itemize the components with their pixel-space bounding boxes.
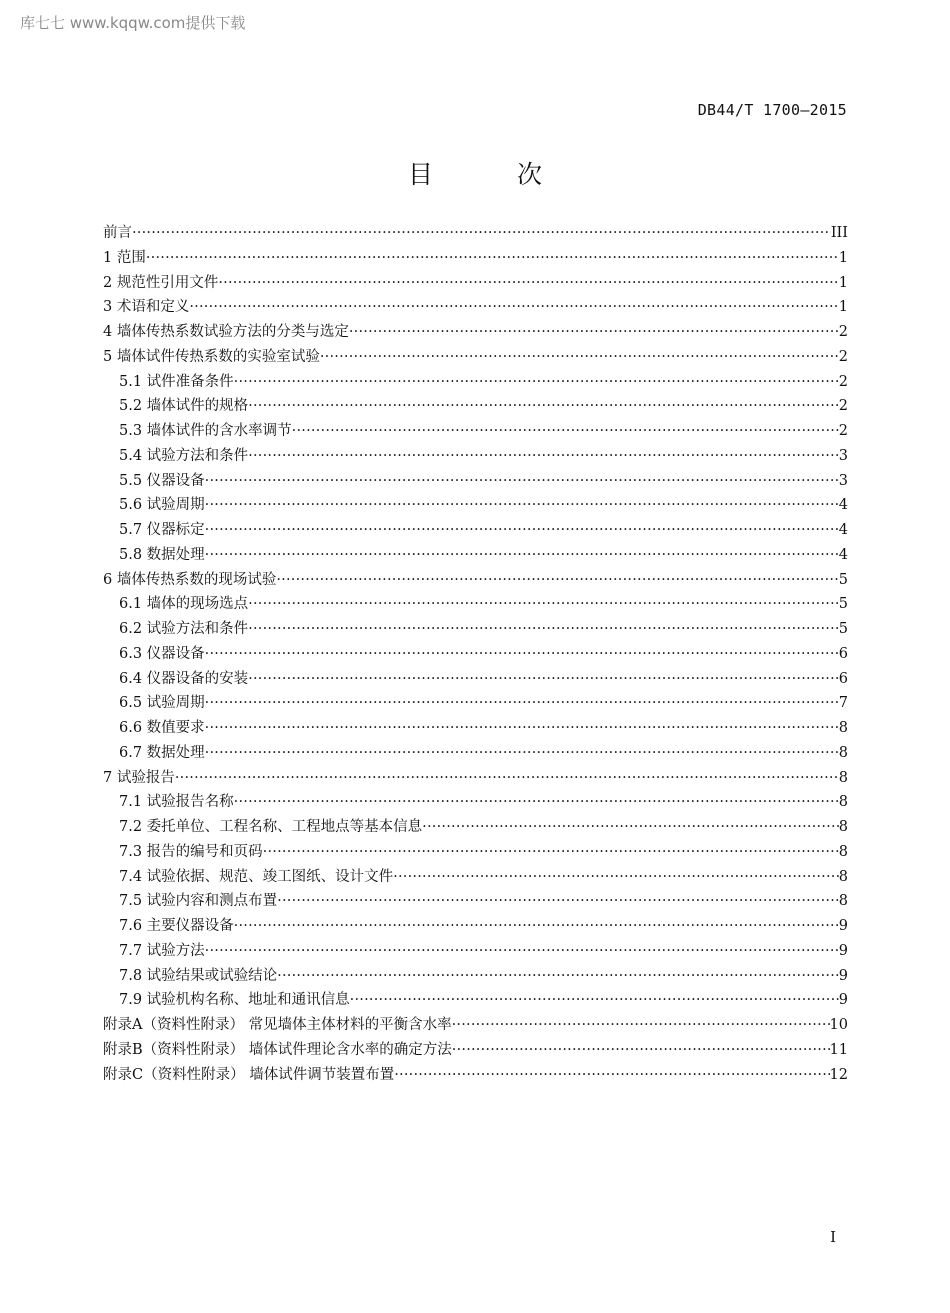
toc-leader-dots: [452, 1042, 830, 1058]
toc-leader-dots: [205, 695, 839, 711]
toc-entry-label: 3 术语和定义: [103, 299, 190, 316]
toc-entry-page: III: [830, 225, 848, 241]
table-of-contents: [103, 221, 848, 1087]
toc-entry-page: 8: [838, 794, 848, 811]
toc-entry-label: 6.1 墙体的现场选点: [119, 596, 249, 613]
toc-entry-label: 7.7 试验方法: [119, 942, 205, 959]
toc-entry-page: 9: [838, 992, 848, 1009]
toc-entry-page: 8: [838, 769, 848, 786]
toc-leader-dots: [320, 349, 839, 365]
toc-leader-dots: [248, 621, 839, 637]
toc-entry[interactable]: [103, 295, 848, 320]
toc-entry-page: 8: [838, 843, 848, 860]
toc-entry[interactable]: [103, 815, 848, 840]
toc-leader-dots: [350, 992, 839, 1008]
toc-entry[interactable]: [103, 592, 848, 617]
toc-entry-label: 5.1 试件准备条件: [119, 373, 234, 390]
toc-entry-page: 9: [838, 967, 848, 984]
toc-leader-dots: [234, 794, 839, 810]
toc-leader-dots: [394, 1067, 829, 1083]
toc-entry[interactable]: [103, 469, 848, 494]
toc-leader-dots: [248, 398, 839, 414]
toc-entry-page: 1: [838, 249, 848, 266]
toc-entry-page: 12: [829, 1066, 848, 1083]
toc-entry-label: 7.4 试验依据、规范、竣工图纸、设计文件: [119, 868, 394, 885]
toc-leader-dots: [205, 745, 839, 761]
page-number: I: [830, 1228, 836, 1246]
toc-leader-dots: [205, 720, 839, 736]
toc-entry-page: 3: [838, 447, 848, 464]
toc-entry-page: 7: [838, 695, 848, 712]
toc-entry-label: 7 试验报告: [103, 769, 175, 786]
toc-leader-dots: [132, 225, 831, 241]
toc-entry[interactable]: [103, 1063, 848, 1088]
toc-entry-label: 7.6 主要仪器设备: [119, 918, 234, 934]
toc-leader-dots: [205, 522, 839, 538]
toc-entry-page: 5: [838, 596, 848, 613]
toc-entry[interactable]: [103, 766, 848, 791]
toc-entry-label: 附录A（资料性附录） 常见墙体主体材料的平衡含水率: [103, 1017, 452, 1033]
toc-entry-label: 1 范围: [103, 249, 146, 266]
toc-entry[interactable]: [103, 691, 848, 716]
toc-entry-label: 5.7 仪器标定: [119, 522, 205, 538]
toc-leader-dots: [189, 299, 838, 315]
toc-entry[interactable]: [103, 246, 848, 271]
toc-entry-page: 8: [838, 744, 848, 761]
toc-entry-label: 附录C（资料性附录） 墙体试件调节装置布置: [103, 1066, 395, 1083]
toc-entry[interactable]: [103, 889, 848, 914]
toc-entry-page: 6: [838, 645, 848, 662]
toc-entry-page: 2: [838, 348, 848, 365]
toc-leader-dots: [248, 671, 839, 687]
toc-entry-label: 7.8 试验结果或试验结论: [119, 967, 278, 984]
toc-entry-label: 7.2 委托单位、工程名称、工程地点等基本信息: [119, 819, 423, 835]
toc-leader-dots: [263, 844, 839, 860]
toc-entry-label: 5.3 墙体试件的含水率调节: [119, 423, 292, 439]
toc-entry-label: 6.3 仪器设备: [119, 645, 205, 662]
toc-leader-dots: [205, 646, 839, 662]
watermark-text: 库七七 www.kqqw.com提供下载: [20, 14, 246, 32]
toc-entry-page: 4: [838, 497, 848, 514]
toc-entry-page: 11: [829, 1041, 848, 1058]
toc-entry-label: 7.3 报告的编号和页码: [119, 843, 263, 860]
toc-leader-dots: [276, 572, 838, 588]
toc-entry-label: 4 墙体传热系数试验方法的分类与选定: [103, 324, 349, 340]
toc-leader-dots: [218, 275, 838, 291]
toc-entry[interactable]: [103, 840, 848, 865]
toc-leader-dots: [234, 918, 839, 934]
toc-entry[interactable]: [103, 444, 848, 469]
toc-entry-label: 6.2 试验方法和条件: [119, 621, 249, 637]
toc-entry[interactable]: [103, 914, 848, 939]
toc-leader-dots: [248, 448, 839, 464]
toc-entry[interactable]: [103, 939, 848, 964]
toc-entry[interactable]: [103, 518, 848, 543]
page-title: 目 次: [408, 160, 580, 189]
toc-leader-dots: [277, 968, 839, 984]
toc-entry-label: 7.5 试验内容和测点布置: [119, 893, 278, 910]
toc-leader-dots: [452, 1017, 830, 1033]
toc-entry-label: 5 墙体试件传热系数的实验室试验: [103, 348, 320, 365]
toc-entry-page: 9: [838, 918, 848, 934]
toc-entry-page: 2: [838, 398, 848, 415]
toc-entry-label: 5.8 数据处理: [119, 546, 205, 563]
toc-entry[interactable]: [103, 345, 848, 370]
toc-leader-dots: [205, 943, 839, 959]
toc-entry-page: 4: [838, 546, 848, 563]
toc-entry-page: 9: [838, 942, 848, 959]
toc-entry[interactable]: [103, 1038, 848, 1063]
toc-entry[interactable]: [103, 320, 848, 345]
toc-leader-dots: [205, 497, 839, 513]
toc-entry-page: 1: [838, 299, 848, 316]
toc-entry[interactable]: [103, 221, 848, 246]
toc-entry[interactable]: [103, 865, 848, 890]
toc-leader-dots: [175, 770, 839, 786]
toc-entry-label: 5.6 试验周期: [119, 497, 205, 514]
toc-entry[interactable]: [103, 964, 848, 989]
toc-entry-label: 5.2 墙体试件的规格: [119, 398, 249, 415]
toc-entry-page: 4: [838, 522, 848, 538]
toc-entry[interactable]: [103, 617, 848, 642]
toc-entry[interactable]: [103, 667, 848, 692]
toc-entry-label: 6.5 试验周期: [119, 695, 205, 712]
toc-leader-dots: [205, 473, 839, 489]
toc-entry[interactable]: [103, 790, 848, 815]
toc-entry[interactable]: [103, 394, 848, 419]
toc-entry-page: 8: [838, 868, 848, 885]
toc-entry-page: 8: [838, 819, 848, 835]
toc-entry-label: 5.5 仪器设备: [119, 472, 205, 489]
toc-entry-page: 3: [838, 472, 848, 489]
toc-entry-label: 5.4 试验方法和条件: [119, 447, 249, 464]
toc-entry-page: 1: [838, 274, 848, 291]
toc-entry[interactable]: [103, 493, 848, 518]
toc-entry-page: 2: [838, 373, 848, 390]
toc-entry-page: 5: [838, 621, 848, 637]
toc-entry-label: 附录B（资料性附录） 墙体试件理论含水率的确定方法: [103, 1041, 452, 1058]
toc-entry-label: 6 墙体传热系数的现场试验: [103, 571, 277, 588]
toc-leader-dots: [422, 819, 839, 835]
toc-entry-label: 6.7 数据处理: [119, 744, 205, 761]
toc-leader-dots: [234, 374, 839, 390]
toc-entry[interactable]: [103, 419, 848, 444]
toc-entry-label: 7.1 试验报告名称: [119, 794, 234, 811]
toc-entry-page: 2: [838, 423, 848, 439]
toc-entry[interactable]: [103, 716, 848, 741]
toc-entry-page: 10: [829, 1017, 848, 1033]
toc-entry[interactable]: [103, 988, 848, 1013]
toc-entry-label: 前言: [103, 225, 132, 241]
toc-entry-page: 8: [838, 720, 848, 736]
toc-entry-page: 2: [838, 324, 848, 340]
toc-entry-page: 5: [838, 571, 848, 588]
toc-entry-page: 6: [838, 670, 848, 687]
toc-entry-label: 6.6 数值要求: [119, 720, 205, 736]
toc-leader-dots: [248, 596, 839, 612]
toc-leader-dots: [292, 423, 839, 439]
document-code: DB44/T 1700—2015: [697, 101, 847, 119]
toc-entry[interactable]: [103, 568, 848, 593]
toc-entry[interactable]: [103, 271, 848, 296]
toc-entry[interactable]: [103, 543, 848, 568]
toc-entry[interactable]: [103, 370, 848, 395]
toc-leader-dots: [393, 869, 839, 885]
toc-entry[interactable]: [103, 642, 848, 667]
toc-entry-label: 7.9 试验机构名称、地址和通讯信息: [119, 992, 350, 1009]
toc-leader-dots: [205, 547, 839, 563]
toc-entry-label: 6.4 仪器设备的安装: [119, 670, 249, 687]
toc-leader-dots: [277, 893, 839, 909]
toc-leader-dots: [146, 250, 839, 266]
toc-leader-dots: [349, 324, 839, 340]
toc-entry-label: 2 规范性引用文件: [103, 274, 219, 291]
toc-entry[interactable]: [103, 741, 848, 766]
toc-entry-page: 8: [838, 893, 848, 910]
toc-entry[interactable]: [103, 1013, 848, 1038]
